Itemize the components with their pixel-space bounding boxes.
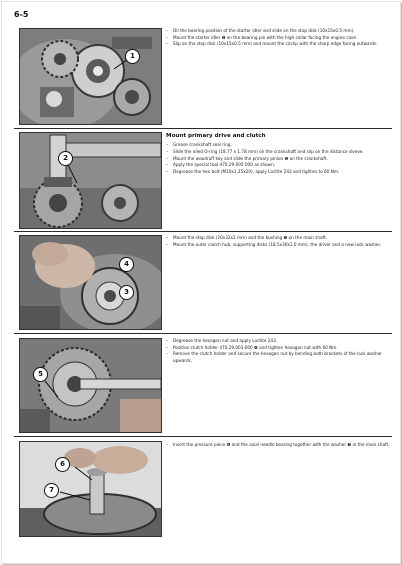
instruction-item: – Mount the stop disk (20x32x2 mm) and the bushing ❸ on the main shaft. (166, 235, 391, 241)
instruction-item: – Mount the starter idler ❶ on the bearing pin with the high collar facing the engine case. (166, 35, 391, 41)
instruction-item: – Mount the outer clutch hub, supporting disks (18.5x30x1.0 mm), the driver and a new lock washer. (166, 242, 391, 248)
photo-primary-drive (19, 132, 162, 229)
callout-marker: 5 (33, 367, 48, 382)
callout-marker: 7 (44, 483, 59, 498)
photo-clutch-hub (19, 235, 162, 330)
photo-starter-idler (19, 28, 162, 125)
callout-marker: 1 (125, 49, 140, 64)
callout-marker: 6 (55, 457, 70, 472)
photo-pressure-piece (19, 441, 162, 537)
section-divider (14, 436, 392, 437)
step-1-text (166, 28, 391, 48)
instruction-item: – Slide the oiled O-ring (18.77 x 1.78 mm) on the crankshaft and slip on the distance sleeve. (166, 149, 391, 155)
instruction-item: – Apply the special tool 470.29.005.000 as shown. (166, 162, 391, 168)
step-5-text (166, 442, 391, 449)
callout-marker: 3 (119, 285, 134, 300)
section-divider (14, 128, 392, 129)
instruction-item: – Degrease the hex bolt (M10x1.25x20), apply Loctite 243 and tighten to 60 Nm. (166, 169, 391, 175)
instruction-item: – Position clutch holder 470.29.003.000 ❹ and tighten hexagon nut with 60 Nm. (166, 345, 391, 351)
section-divider (14, 231, 392, 232)
instruction-item: – Oil the bearing position of the starter idler and slide on the stop disk (10x15x0.5 mm). (166, 28, 391, 34)
instruction-item: – Grease crankshaft seal ring. (166, 142, 391, 148)
manual-page (1, 1, 401, 564)
callout-marker: 4 (119, 257, 134, 272)
step-4-text (166, 338, 391, 364)
step-3-text (166, 235, 391, 248)
instruction-item: – Remove the clutch holder and secure the hexagon nut by bending both brackets of the lock washer upwards. (166, 351, 391, 363)
section-heading: Mount primary drive and clutch (166, 133, 266, 139)
photo-clutch-holder (19, 338, 162, 433)
callout-marker: 2 (58, 151, 73, 166)
step-2-text (166, 133, 391, 176)
instruction-item: – Slip on the stop disk (10x15x0.5 mm) and mount the circlip with the sharp edge facing outwards. (166, 41, 391, 47)
section-divider (14, 333, 392, 334)
instruction-item: – Degrease the hexagon nut and apply Loctite 243. (166, 338, 391, 344)
instruction-item: – Insert the pressure piece ❻ and the axial needle bearing together with the washer ❼ in the main shaft. (166, 442, 391, 448)
page-number: 6-5 (14, 10, 29, 19)
instruction-item: – Mount the woodruff key and slide the primary pinion ❷ on the crankshaft. (166, 156, 391, 162)
